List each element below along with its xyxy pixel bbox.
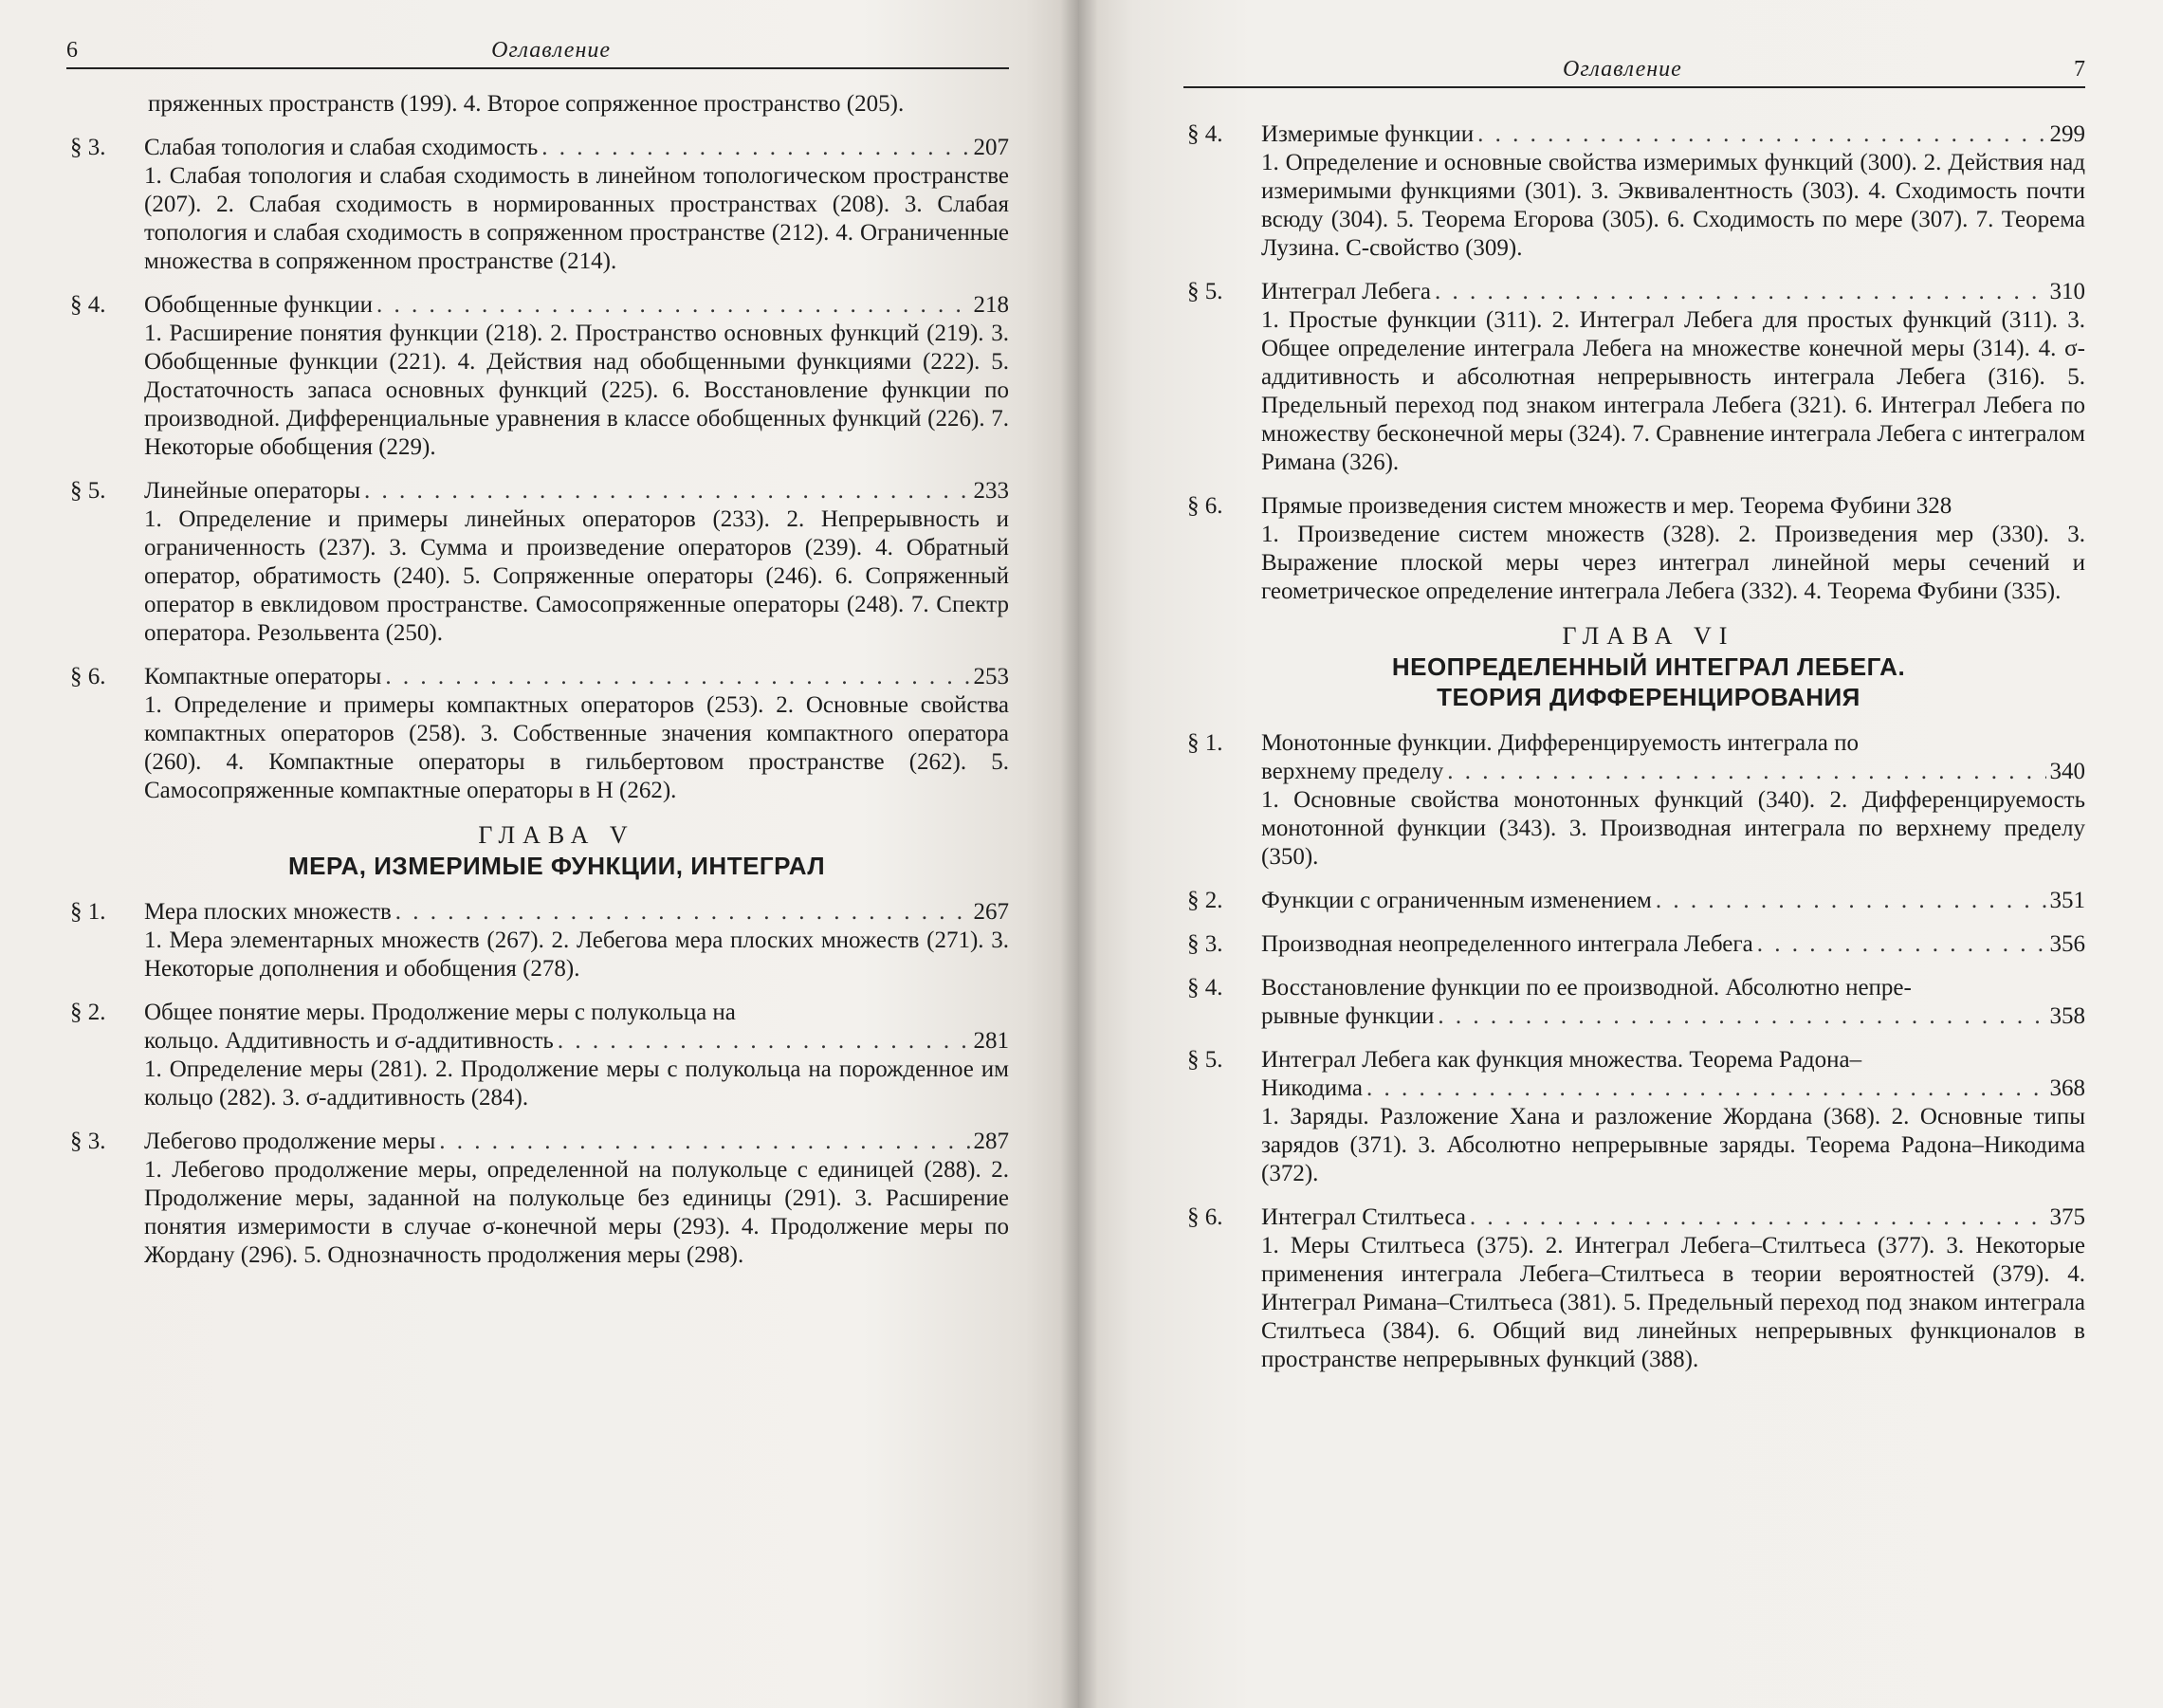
leader-dots — [439, 1128, 969, 1156]
section-subtopics: 1. Определение и основные свойства измеримых функций (300). 2. Действия над измеримыми функциями (301). 3. Эквивалентность (303). 4. Сходимость почти всюду (304). 5. Теорема Егорова (305). 6. Сходимость по мере (307). 7. Теорема Лузина. C-свойство (309). — [1261, 150, 2085, 261]
section-number: § 3. — [70, 135, 106, 160]
toc-content-right — [1183, 120, 2085, 1374]
leader-dots — [558, 1027, 970, 1056]
page-number: 7 — [2074, 57, 2085, 82]
toc-section — [1183, 1203, 2085, 1374]
section-title: Мера плоских множеств — [144, 899, 392, 925]
toc-section — [1183, 887, 2085, 915]
running-head-title: Оглавление — [1563, 57, 1682, 82]
toc-content-left — [66, 90, 1009, 1270]
toc-section — [1183, 492, 2085, 606]
leader-dots — [1477, 120, 2045, 149]
section-title: Линейные операторы — [144, 478, 361, 504]
section-page: 281 — [973, 1028, 1009, 1054]
section-number: § 6. — [1187, 1204, 1223, 1230]
chapter-heading — [1212, 621, 2085, 712]
toc-section — [66, 1128, 1009, 1270]
toc-section — [1183, 120, 2085, 263]
section-page: 267 — [973, 899, 1009, 925]
section-subtopics: 1. Меры Стилтьеса (375). 2. Интеграл Лебега–Стилтьеса (377). 3. Некоторые применения интеграла Лебега–Стилтьеса в теории вероятностей (379). 4. Интеграл Римана–Стилтьеса (381). 5. Предельный переход под знаком интеграла Стилтьеса (384). 6. Общий вид линейных непрерывных функционалов в пространстве непрерывных функций (388). — [1261, 1233, 2085, 1372]
section-page: 328 — [1916, 493, 1952, 519]
section-number: § 4. — [1187, 121, 1223, 147]
leader-dots — [1757, 930, 2046, 959]
section-number: § 4. — [70, 292, 106, 318]
toc-section — [1183, 729, 2085, 872]
section-title: Лебегово продолжение меры — [144, 1129, 436, 1154]
section-page: 356 — [2049, 931, 2085, 957]
section-number: § 5. — [70, 478, 106, 504]
page-number: 6 — [66, 38, 78, 63]
section-page: 351 — [2049, 888, 2085, 913]
section-page: 375 — [2049, 1204, 2085, 1230]
section-number: § 2. — [1187, 888, 1223, 913]
running-head-right — [1183, 57, 2085, 88]
leader-dots — [541, 134, 969, 162]
section-subtopics: 1. Определение и примеры линейных операторов (233). 2. Непрерывность и ограниченность (237). 3. Сумма и произведение операторов (239). 4. Обратный оператор, обратимость (240). 5. Сопряженные операторы (246). 6. Сопряженный оператор в евклидовом пространстве. Самосопряженные операторы (248). 7. Спектр оператора. Резольвента (250). — [144, 506, 1009, 646]
section-number: § 3. — [70, 1129, 106, 1154]
leader-dots — [385, 663, 969, 691]
section-number: § 1. — [70, 899, 106, 925]
section-subtopics: 1. Расширение понятия функции (218). 2. Пространство основных функций (219). 3. Обобщенные функции (221). 4. Действия над обобщенными функциями (222). 5. Достаточность запаса основных функций (225). 6. Восстановление функции по производной. Дифференциальные уравнения в классе обобщенных функций (226). 7. Некоторые обобщения (229). — [144, 321, 1009, 460]
section-title: Интеграл Стилтьеса — [1261, 1204, 1466, 1230]
section-title: кольцо. Аддитивность и σ-аддитивность — [144, 1028, 554, 1054]
section-number: § 5. — [1187, 1047, 1223, 1073]
section-page: 207 — [973, 135, 1009, 160]
section-title: Функции с ограниченным изменением — [1261, 888, 1652, 913]
section-number: § 4. — [1187, 975, 1223, 1001]
toc-section — [1183, 278, 2085, 477]
running-head-left — [66, 38, 1009, 69]
section-page: 368 — [2049, 1075, 2085, 1101]
chapter-heading — [104, 820, 1009, 881]
right-page — [1079, 0, 2163, 1708]
leader-dots — [395, 898, 970, 927]
section-subtopics: 1. Мера элементарных множеств (267). 2. Лебегова мера плоских множеств (271). 3. Некоторые дополнения и обобщения (278). — [144, 927, 1009, 982]
toc-section — [66, 291, 1009, 462]
section-subtopics: 1. Определение и примеры компактных операторов (253). 2. Основные свойства компактных операторов (258). 3. Собственные значения компактного оператора (260). 4. Компактные операторы в гильбертовом пространстве (262). 5. Самосопряженные компактные операторы в H (262). — [144, 692, 1009, 803]
section-page: 310 — [2049, 279, 2085, 304]
chapter-title-line-2: ТЕОРИЯ ДИФФЕРЕНЦИРОВАНИЯ — [1437, 683, 1861, 711]
leader-dots — [1366, 1074, 2046, 1103]
left-page — [0, 0, 1079, 1708]
section-page: 299 — [2049, 121, 2085, 147]
section-title: Прямые произведения систем множеств и мер. Теорема Фубини — [1261, 493, 1911, 519]
section-subtopics: 1. Заряды. Разложение Хана и разложение Жордана (368). 2. Основные типы зарядов (371). 3. Абсолютно непрерывные заряды. Теорема Радона–Никодима (372). — [1261, 1104, 2085, 1186]
section-title: Компактные операторы — [144, 664, 382, 689]
section-title-first-line: Интеграл Лебега как функция множества. Теорема Радона– — [1261, 1047, 1862, 1073]
toc-section — [66, 134, 1009, 276]
leader-dots — [1447, 758, 2045, 786]
section-page: 287 — [973, 1129, 1009, 1154]
section-title-first-line: Общее понятие меры. Продолжение меры с полукольца на — [144, 1000, 736, 1025]
leader-dots — [1438, 1002, 2045, 1031]
section-number: § 6. — [70, 664, 106, 689]
section-title: рывные функции — [1261, 1003, 1435, 1029]
section-number: § 2. — [70, 1000, 106, 1025]
chapter-title-line-1: НЕОПРЕДЕЛЕННЫЙ ИНТЕГРАЛ ЛЕБЕГА. — [1391, 652, 1906, 681]
toc-section — [66, 999, 1009, 1112]
section-title: Слабая топология и слабая сходимость — [144, 135, 539, 160]
leader-dots — [376, 291, 970, 320]
leader-dots — [1470, 1203, 2046, 1232]
section-title: Никодима — [1261, 1075, 1363, 1101]
section-subtopics: 1. Основные свойства монотонных функций (340). 2. Дифференцируемость монотонной функции (343). 3. Производная интеграла по верхнему пределу (350). — [1261, 787, 2085, 870]
section-title: Измеримые функции — [1261, 121, 1475, 147]
section-title: Обобщенные функции — [144, 292, 373, 318]
toc-section — [1183, 930, 2085, 959]
toc-section — [66, 898, 1009, 983]
leader-dots — [1656, 887, 2046, 915]
chapter-number: ГЛАВА VI — [1562, 622, 1735, 650]
leader-dots — [1435, 278, 2046, 306]
section-title-first-line: Монотонные функции. Дифференцируемость интеграла по — [1261, 730, 1860, 756]
toc-section — [66, 663, 1009, 805]
section-title: Интеграл Лебега — [1261, 279, 1431, 304]
section-subtopics: 1. Лебегово продолжение меры, определенной на полукольце с единицей (288). 2. Продолжение меры, заданной на полукольце без единицы (291). 3. Расширение понятия измеримости в случае σ-конечной меры (293). 4. Продолжение меры по Жордану (296). 5. Однозначность продолжения меры (298). — [144, 1157, 1009, 1268]
continuation-text: пряженных пространств (199). 4. Второе сопряженное пространство (205). — [148, 91, 905, 117]
section-page: 253 — [973, 664, 1009, 689]
section-page: 218 — [973, 292, 1009, 318]
section-title: Производная неопределенного интеграла Лебега — [1261, 931, 1753, 957]
section-page: 233 — [973, 478, 1009, 504]
section-page: 358 — [2049, 1003, 2085, 1029]
leader-dots — [364, 477, 969, 505]
chapter-title: МЕРА, ИЗМЕРИМЫЕ ФУНКЦИИ, ИНТЕГРАЛ — [287, 852, 826, 880]
section-subtopics: 1. Определение меры (281). 2. Продолжение меры с полукольца на порожденное им кольцо (282). 3. σ-аддитивность (284). — [144, 1056, 1009, 1111]
section-subtopics: 1. Произведение систем множеств (328). 2. Произведения мер (330). 3. Выражение плоской меры через интеграл линейной меры сечений и геометрическое определение интеграла Лебега (332). 4. Теорема Фубини (335). — [1261, 522, 2085, 604]
section-title-first-line: Восстановление функции по ее производной. Абсолютно непре- — [1261, 975, 1912, 1001]
section-number: § 3. — [1187, 931, 1223, 957]
section-page: 340 — [2049, 759, 2085, 784]
section-number: § 5. — [1187, 279, 1223, 304]
section-subtopics: 1. Слабая топология и слабая сходимость в линейном топологическом пространстве (207). 2. Слабая сходимость в нормированных пространствах (208). 3. Слабая топология и слабая сходимость в сопряженном пространстве (212). 4. Ограниченные множества в сопряженном пространстве (214). — [144, 163, 1009, 274]
section-number: § 6. — [1187, 493, 1223, 519]
section-subtopics: 1. Простые функции (311). 2. Интеграл Лебега для простых функций (311). 3. Общее определение интеграла Лебега на множестве конечной меры (314). 4. σ-аддитивность и абсолютная непрерывность интеграла Лебега (316). 5. Предельный переход под знаком интеграла Лебега (321). 6. Интеграл Лебега по множеству бесконечной меры (324). 7. Сравнение интеграла Лебега с интегралом Римана (326). — [1261, 307, 2085, 475]
running-head-title: Оглавление — [491, 38, 611, 63]
section-title: верхнему пределу — [1261, 759, 1444, 784]
section-number: § 1. — [1187, 730, 1223, 756]
toc-section — [66, 477, 1009, 648]
toc-section — [1183, 974, 2085, 1031]
chapter-number: ГЛАВА V — [478, 821, 635, 849]
toc-section — [1183, 1046, 2085, 1188]
